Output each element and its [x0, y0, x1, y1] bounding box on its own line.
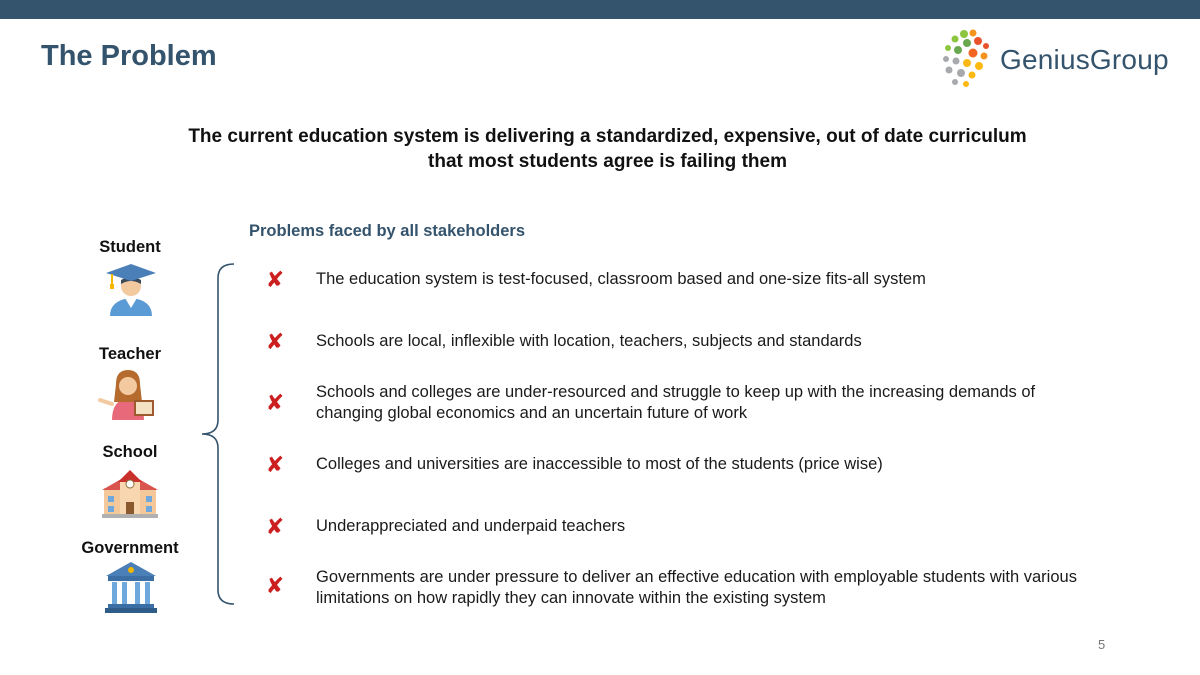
red-x-icon: ✘: [265, 390, 285, 415]
problem-text: Colleges and universities are inaccessible to most of the students (price wise): [316, 455, 883, 473]
section-heading: Problems faced by all stakeholders: [249, 222, 526, 240]
government-building-icon: [104, 560, 158, 614]
subtitle-line-2: that most students agree is failing them: [428, 151, 787, 172]
logo-mark-icon: [940, 28, 996, 90]
stakeholder-label-government: Government: [81, 539, 179, 557]
graduate-student-icon: [104, 262, 158, 316]
subtitle: [130, 124, 1085, 174]
red-x-icon: ✘: [265, 514, 285, 539]
logo-text: GeniusGroup: [1000, 44, 1169, 75]
red-x-icon: ✘: [265, 267, 285, 292]
stakeholder-label-school: School: [102, 443, 158, 461]
genius-group-logo: [940, 28, 1180, 90]
red-x-icon: ✘: [265, 452, 285, 477]
problem-text: Underappreciated and underpaid teachers: [316, 517, 626, 535]
problem-text: Schools are local, inflexible with location, teachers, subjects and standards: [316, 332, 862, 350]
problem-text: The education system is test-focused, classroom based and one-size fits-all system: [316, 270, 926, 288]
problem-text: Schools and colleges are under-resourced and struggle to keep up with the increasing demands of changing global economics and an uncertain future of work: [316, 383, 1036, 422]
problem-text: Governments are under pressure to deliver an effective education with employable students with various limitations on how rapidly they can innovate within the existing system: [316, 568, 1077, 607]
curly-brace: [198, 262, 238, 606]
red-x-icon: ✘: [265, 573, 285, 598]
top-bar: [0, 0, 1200, 19]
subtitle-line-1: The current education system is delivering a standardized, expensive, out of date curriculum: [188, 126, 1027, 147]
stakeholder-label-teacher: Teacher: [98, 345, 162, 363]
school-building-icon: [102, 466, 158, 518]
red-x-icon: ✘: [265, 329, 285, 354]
slide-title: The Problem: [41, 40, 217, 72]
page-number: 5: [1098, 637, 1106, 652]
teacher-icon: [98, 366, 156, 420]
stakeholder-label-student: Student: [99, 238, 161, 256]
